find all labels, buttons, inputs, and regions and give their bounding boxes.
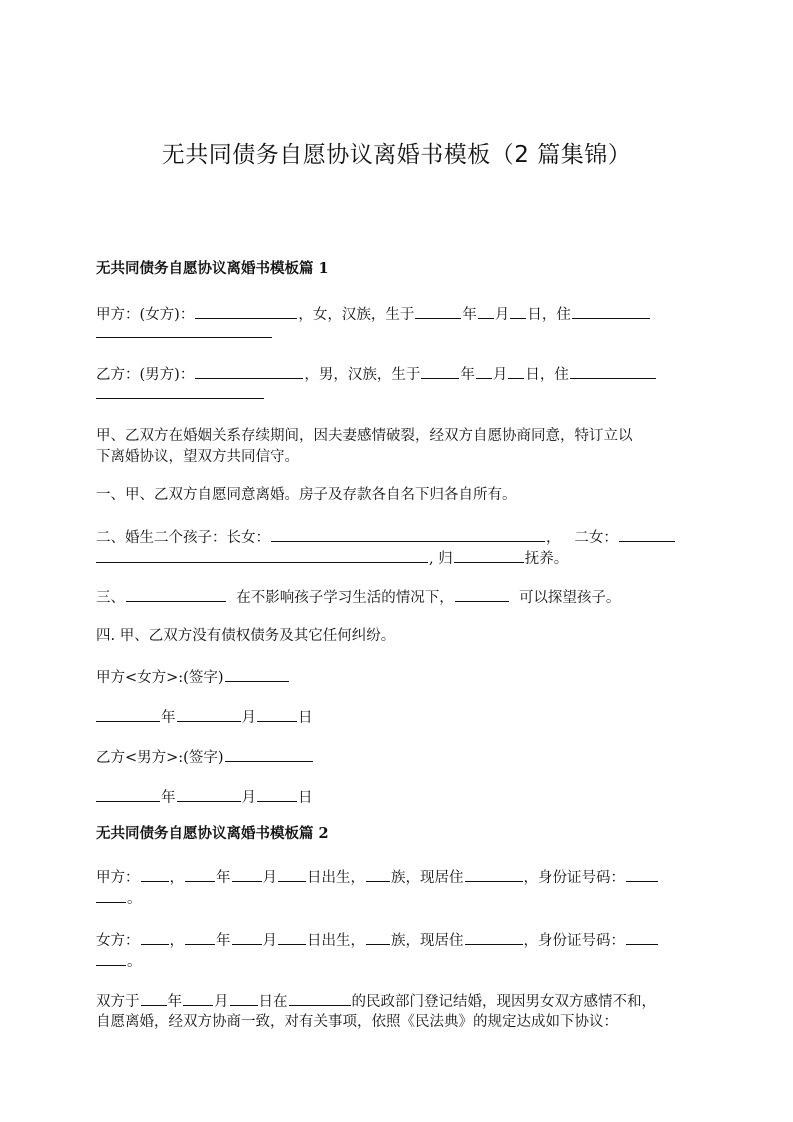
id-label: ，身份证号码：	[523, 870, 625, 886]
younger-daughter-blank-cont[interactable]	[96, 547, 428, 563]
s2-party-b-label: 女方：	[96, 933, 140, 949]
younger-daughter-blank[interactable]	[619, 526, 675, 542]
comma: ，	[169, 870, 184, 886]
s2-body-line-1	[96, 990, 656, 1012]
visit-blank[interactable]	[455, 586, 509, 602]
s2-party-b-line-2	[96, 950, 142, 972]
s2-a-id-blank[interactable]	[626, 866, 658, 882]
year-label: 年	[460, 367, 475, 383]
party-a-day-blank[interactable]	[510, 303, 526, 319]
sign-b-line	[96, 746, 314, 768]
party-b-line	[96, 363, 657, 385]
intro-line-2: 下离婚协议，望双方共同信守。	[96, 449, 299, 465]
born-label: 日出生，	[307, 870, 365, 886]
date-a-year-blank[interactable]	[96, 706, 160, 722]
clause-3	[96, 586, 620, 608]
year-label: 年	[462, 307, 477, 323]
clause-3-prefix: 三、	[96, 590, 125, 606]
elder-daughter-blank[interactable]	[271, 526, 545, 542]
party-a-address-blank-cont[interactable]	[96, 336, 272, 338]
ethnic-label: 族，现居住	[391, 933, 464, 949]
year-label: 年	[216, 870, 231, 886]
clause-2-belongs: , 归	[429, 551, 453, 567]
party-b-name-blank[interactable]	[195, 363, 303, 379]
s2-b-address-blank[interactable]	[465, 929, 523, 945]
body-prefix: 双方于	[96, 994, 140, 1010]
party-b-address-blank[interactable]	[570, 363, 656, 379]
section2-heading: 无共同债务自愿协议离婚书模板篇 2	[96, 825, 329, 842]
ethnic-label: 族，现居住	[391, 870, 464, 886]
s2-b-name-blank[interactable]	[141, 929, 169, 945]
month-label: 月	[262, 933, 277, 949]
date-day-label: 日	[298, 710, 313, 726]
date-year-label: 年	[161, 790, 176, 806]
period: 。	[127, 891, 142, 907]
clause-1: 一、甲、乙双方自愿同意离婚。房子及存款各自名下归各自所有。	[96, 487, 517, 503]
s2-a-address-blank[interactable]	[465, 866, 523, 882]
marriage-year-blank[interactable]	[141, 990, 167, 1006]
party-a-name-blank[interactable]	[195, 303, 297, 319]
s2-a-year-blank[interactable]	[185, 866, 215, 882]
s2-b-year-blank[interactable]	[185, 929, 215, 945]
date-year-label: 年	[161, 710, 176, 726]
s2-a-day-blank[interactable]	[278, 866, 306, 882]
s2-b-ethnic-blank[interactable]	[366, 929, 390, 945]
sign-a-label: 甲方<女方>:(签字)	[96, 670, 224, 686]
day-label: 日在	[258, 994, 288, 1010]
party-a-year-blank[interactable]	[415, 303, 461, 319]
clause-3-mid: 在不影响孩子学习生活的情况下，	[236, 590, 454, 606]
s2-a-month-blank[interactable]	[232, 866, 262, 882]
date-month-label: 月	[241, 790, 256, 806]
sign-b-blank[interactable]	[225, 746, 313, 762]
date-b-line	[96, 786, 313, 808]
month-label: 月	[214, 994, 229, 1010]
s2-b-id-blank[interactable]	[626, 929, 658, 945]
date-a-line	[96, 706, 313, 728]
s2-party-a-line	[96, 866, 659, 888]
party-a-mid: ，女，汉族，生于	[298, 307, 415, 323]
day-label: 日，住	[527, 307, 571, 323]
s2-body-line-2: 自愿离婚，经双方协商一致，对有关事项，依照《民法典》的规定达成如下协议：	[96, 1014, 618, 1030]
document-title: 无共同债务自愿协议离婚书模板（2 篇集锦）	[161, 142, 632, 168]
party-a-prefix: 甲方：(女方)：	[96, 307, 195, 323]
visitor-blank[interactable]	[126, 586, 226, 602]
s2-party-a-line-2	[96, 887, 142, 909]
party-a-address-blank[interactable]	[572, 303, 650, 319]
clause-2-prefix: 二、婚生二个孩子：长女：	[96, 530, 270, 546]
s2-b-month-blank[interactable]	[232, 929, 262, 945]
born-label: 日出生，	[307, 933, 365, 949]
year-label: 年	[167, 994, 182, 1010]
clause-2-raise: 抚养。	[524, 551, 569, 567]
s2-b-id-blank-cont[interactable]	[96, 950, 126, 966]
marriage-month-blank[interactable]	[183, 990, 213, 1006]
date-a-day-blank[interactable]	[257, 706, 297, 722]
sign-b-label: 乙方<男方>:(签字)	[96, 750, 224, 766]
s2-b-day-blank[interactable]	[278, 929, 306, 945]
date-month-label: 月	[241, 710, 256, 726]
clause-3-tail: 可以探望孩子。	[518, 590, 621, 606]
clause-2-mid: ， 二女：	[546, 530, 618, 546]
s2-party-a-label: 甲方：	[96, 870, 140, 886]
date-b-month-blank[interactable]	[177, 786, 241, 802]
custody-blank[interactable]	[454, 547, 524, 563]
section1-heading: 无共同债务自愿协议离婚书模板篇 1	[96, 260, 329, 277]
party-b-address-blank-cont[interactable]	[96, 397, 264, 399]
period: 。	[127, 954, 142, 970]
body-mid: 的民政部门登记结婚，现因男女双方感情不和，	[351, 994, 656, 1010]
party-b-year-blank[interactable]	[421, 363, 459, 379]
month-label: 月	[262, 870, 277, 886]
date-b-year-blank[interactable]	[96, 786, 160, 802]
clause-4: 四. 甲、乙双方没有债权债务及其它任何纠纷。	[96, 628, 396, 644]
party-b-mid: ，男，汉族，生于	[304, 367, 421, 383]
party-b-prefix: 乙方：(男方)：	[96, 367, 195, 383]
sign-a-blank[interactable]	[225, 666, 289, 682]
date-b-day-blank[interactable]	[257, 786, 297, 802]
s2-party-b-line	[96, 929, 659, 951]
s2-a-id-blank-cont[interactable]	[96, 887, 126, 903]
year-label: 年	[216, 933, 231, 949]
month-label: 月	[494, 307, 510, 323]
clause-2-line-1	[96, 526, 676, 548]
date-a-month-blank[interactable]	[177, 706, 241, 722]
marriage-place-blank[interactable]	[289, 990, 351, 1006]
id-label: ，身份证号码：	[523, 933, 625, 949]
sign-a-line	[96, 666, 290, 688]
comma: ，	[169, 933, 184, 949]
clause-2-line-2	[96, 547, 568, 569]
s2-a-ethnic-blank[interactable]	[366, 866, 390, 882]
marriage-day-blank[interactable]	[230, 990, 258, 1006]
party-b-day-blank[interactable]	[508, 363, 524, 379]
party-a-line	[96, 303, 651, 325]
party-a-month-blank[interactable]	[478, 303, 494, 319]
day-label: 日，住	[525, 367, 569, 383]
intro-line-1: 甲、乙双方在婚姻关系存续期间，因夫妻感情破裂，经双方自愿协商同意，特订立以	[96, 428, 633, 444]
s2-a-name-blank[interactable]	[141, 866, 169, 882]
date-day-label: 日	[298, 790, 313, 806]
month-label: 月	[492, 367, 508, 383]
party-b-month-blank[interactable]	[476, 363, 492, 379]
